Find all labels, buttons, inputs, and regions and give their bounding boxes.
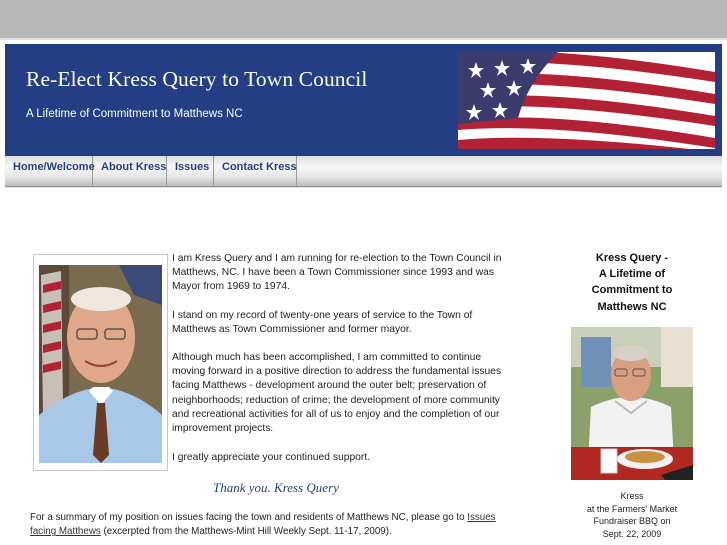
support-paragraph: I greatly appreciate your continued support. [172, 452, 371, 463]
bbq-photo [571, 327, 693, 480]
site-header [5, 44, 722, 156]
site-title: Re-Elect Kress Query to Town Council [26, 67, 368, 91]
commitment-paragraph: Although much has been accomplished, I am committed to continue moving forward in a positive direction to address the fundamental issues facing Matthews - development around the outer belt; preservation of neighborhoods; reduction of crime; the development of more community and recreational activities for all of us to enjoy and the completion of our improvement projects. [172, 352, 502, 435]
sidebar-title-line: Commitment to [591, 284, 673, 297]
summary-text-before: For a summary of my position on issues facing the town and residents of Matthews NC, please go to [30, 512, 468, 523]
sidebar-title-line: A Lifetime of [598, 268, 666, 281]
intro-paragraph: I am Kress Query and I am running for re-election to the Town Council in Matthews, NC. I have been a Town Commissioner since 1993 and was Mayor from 1969 to 1974. [172, 253, 502, 293]
page [0, 38, 727, 545]
portrait-frame [33, 254, 168, 471]
nav-home[interactable]: Home/Welcome [5, 156, 93, 186]
sidebar-title-line: Matthews NC [597, 300, 667, 313]
sidebar-title [578, 250, 686, 315]
main-nav [5, 156, 722, 187]
sidebar-title-line: Kress Query - [595, 252, 669, 264]
caption-line: Sept. 22, 2009 [602, 529, 662, 540]
nav-contact-kress[interactable]: Contact Kress [214, 156, 297, 186]
issues-facing-matthews-link[interactable]: Issues facing Matthews [30, 512, 496, 538]
caption-line: at the Farmers' Market [586, 503, 678, 514]
divider [5, 187, 722, 188]
summary-text-after: (excerpted from the Matthews-Mint Hill Weekly Sept. 11-17, 2009). [100, 526, 392, 538]
thank-you-signature: Thank you. Kress Query [213, 480, 339, 495]
issues-summary [30, 511, 510, 539]
photo-caption [574, 490, 690, 541]
caption-line: Fundraiser BBQ on [593, 516, 671, 527]
nav-issues[interactable]: Issues [167, 156, 214, 186]
portrait-photo [39, 265, 162, 463]
site-subtitle: A Lifetime of Commitment to Matthews NC [26, 108, 243, 120]
american-flag-image [458, 52, 715, 149]
nav-about-kress[interactable]: About Kress [93, 156, 167, 186]
record-paragraph: I stand on my record of twenty-one years of service to the Town of Matthews as Town Commissioner and former mayor. [172, 310, 473, 336]
caption-line: Kress [620, 491, 644, 501]
